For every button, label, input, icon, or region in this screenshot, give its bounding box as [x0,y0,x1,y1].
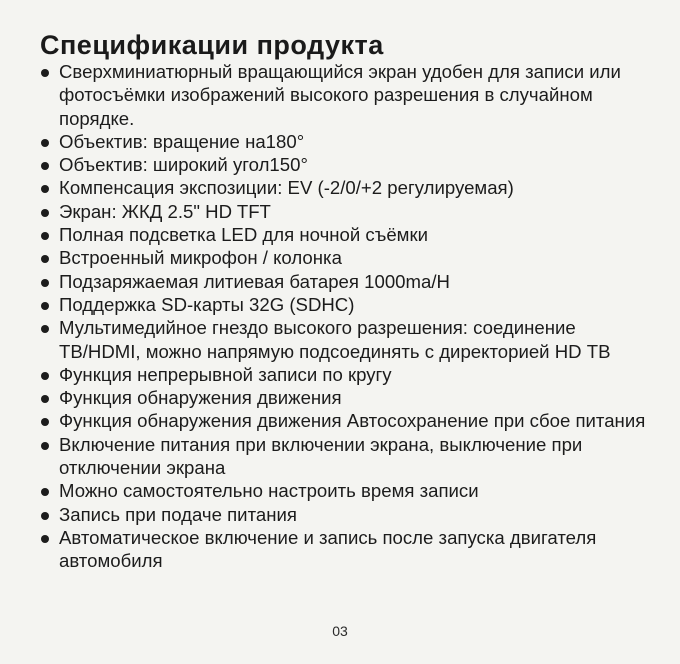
spec-item-text: Функция непрерывной записи по кругу [59,363,392,385]
spec-item-text: Включение питания при включении экрана, выключение при отключении экрана [59,433,583,479]
spec-item [40,526,650,573]
bullet-icon [41,232,49,240]
spec-item-text: Мультимедийное гнездо высокого разрешения: соединение ТВ/HDMI, можно напрямую подсоединять с директорией HD ТВ [59,317,611,362]
bullet-icon [41,488,49,496]
spec-item-text: Поддержка SD-карты 32G (SDHC) [59,293,355,315]
bullet-icon [41,209,49,217]
bullet-icon [41,512,49,520]
spec-item-text: Функция обнаружения движения Автосохранение при сбое питания [59,410,646,432]
bullet-icon [41,279,49,287]
spec-item-text: Сверхминиатюрный вращающийся экран удобен для записи или фотосъёмки изображений высокого разрешения в случайном порядке. [59,61,621,129]
bullet-icon [41,325,49,333]
page-number: 03 [332,623,348,639]
spec-item [40,503,650,526]
spec-item-text: Компенсация экспозиции: EV (-2/0/+2 регулируемая) [59,177,514,199]
spec-item [40,270,650,293]
bullet-icon [41,139,49,147]
spec-item-text: Автоматическое включение и запись после запуска двигателя автомобиля [59,526,597,572]
bullet-icon [41,162,49,170]
bullet-icon [41,302,49,310]
spec-item [40,363,650,386]
spec-item-text: Запись при подаче питания [59,503,297,525]
spec-item [40,479,650,502]
spec-item [40,200,650,223]
spec-item-text: Экран: ЖКД 2.5" HD TFT [59,200,271,222]
spec-item-text: Объектив: вращение на180° [59,130,305,152]
spec-item-text: Подзаряжаемая литиевая батарея 1000ma/H [59,270,450,292]
bullet-icon [41,395,49,403]
spec-item [40,409,650,432]
spec-item [40,60,650,130]
spec-item-text: Можно самостоятельно настроить время записи [59,480,479,502]
bullet-icon [41,69,49,77]
spec-item [40,130,650,153]
bullet-icon [41,535,49,543]
bullet-icon [41,255,49,263]
spec-item-text: Встроенный микрофон / колонка [59,247,342,269]
spec-item [40,433,650,480]
page-title: Спецификации продукта [40,30,384,60]
bullet-icon [41,372,49,380]
bullet-icon [41,185,49,193]
spec-item-text: Объектив: широкий угол150° [59,154,308,176]
spec-item-text: Функция обнаружения движения [59,387,342,409]
bullet-icon [41,442,49,450]
spec-item-text: Полная подсветка LED для ночной съёмки [59,224,428,246]
bullet-icon [41,418,49,426]
spec-item [40,293,650,316]
spec-item [40,223,650,246]
spec-item [40,386,650,409]
spec-list [40,60,650,573]
spec-item [40,316,650,363]
spec-item [40,246,650,269]
spec-item [40,176,650,199]
spec-item [40,153,650,176]
